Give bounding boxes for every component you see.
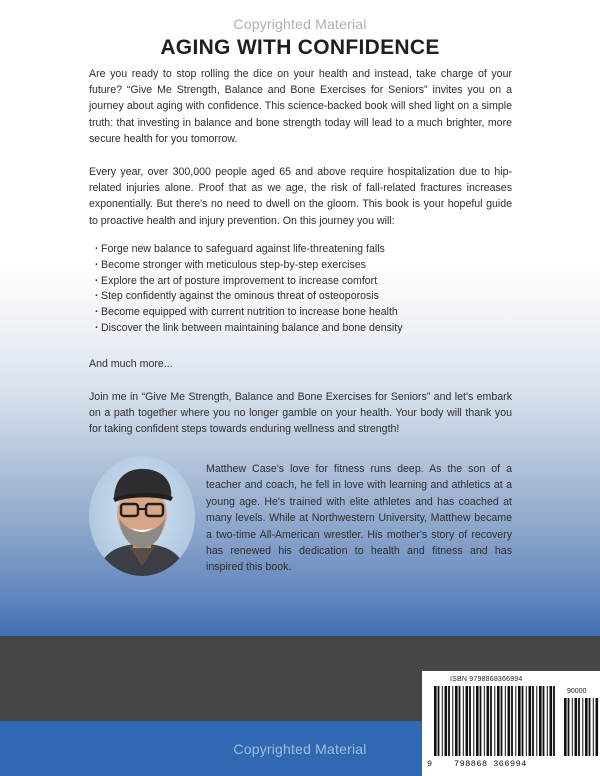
isbn-barcode (422, 671, 600, 776)
list-item: · Become stronger with meticulous step-by-step exercises (95, 258, 515, 274)
intro-paragraph: Are you ready to stop rolling the dice on your health and instead, take charge of your future? “Give Me Strength, Balance and Bone Exercises for Seniors” invites you on a journey about aging with confidence. This science-backed book will shed light on a simple truth: that investing in balance and bone strength today will lead to a much brighter, more secure health for you tomorrow. (89, 68, 512, 145)
isbn-label: ISBN 9798868366994 (450, 676, 523, 683)
benefits-list (95, 242, 515, 337)
price-code-label: 90000 (567, 688, 587, 695)
and-more-paragraph: And much more... (89, 358, 173, 370)
watermark-top: Copyrighted Material (233, 16, 367, 32)
stats-paragraph: Every year, over 300,000 people aged 65 and above require hospitalization due to hip-related injuries alone. Proof that as we age, the risk of fall-related fractures increases exponentially. But there's no need to dwell on the gloom. This book is your hopeful guide to proactive health and injury prevention. On this journey you will: (89, 166, 512, 227)
watermark-bottom: Copyrighted Material (233, 741, 367, 757)
author-portrait-icon (89, 456, 195, 576)
barcode-digits: 798868 366994 (454, 759, 527, 769)
author-bio: Matthew Case's love for fitness runs deep. As the son of a teacher and coach, he fell in love with learning and athletics at a young age. He's trained with elite athletes and has coached at many levels. While at Northwestern University, Matthew became a two-time All-American wrestler. His mother's story of recovery has renewed his dedication to health and fitness and has inspired this book. (206, 463, 512, 574)
invite-paragraph: Join me in “Give Me Strength, Balance and Bone Exercises for Seniors” and let's embark on a path together where you no longer gamble on your health. Your body will thank you for taking confident steps towards enduring wellness and strength! (89, 391, 512, 436)
list-item: · Explore the art of posture improvement to increase comfort (95, 274, 515, 290)
page-title: AGING WITH CONFIDENCE (160, 36, 440, 59)
list-item: · Step confidently against the ominous threat of osteoporosis (95, 289, 515, 305)
barcode-digit-first: 9 (427, 759, 433, 769)
list-item: · Become equipped with current nutrition to increase bone health (95, 305, 515, 321)
list-item: · Discover the link between maintaining balance and bone density (95, 321, 515, 337)
author-photo (89, 456, 195, 576)
list-item: · Forge new balance to safeguard against life-threatening falls (95, 242, 515, 258)
